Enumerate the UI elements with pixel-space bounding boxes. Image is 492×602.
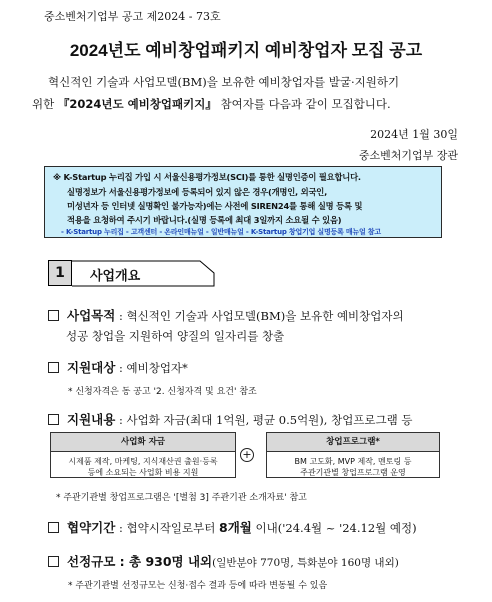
notice-line: 실명정보가 서울신용평가정보에 등록되어 있지 않은 경우(개명인, 외국인, xyxy=(67,187,328,197)
section-number: 1 xyxy=(48,260,72,286)
notice-line: ※ K-Startup 누리집 가입 시 서울신용평가정보(SCI)를 통한 실명인증이 필요합니다. xyxy=(53,172,361,182)
document-number: 중소벤처기업부 공고 제2024 - 73호 xyxy=(44,10,221,23)
item-purpose xyxy=(48,306,404,324)
section-title: 사업개요 xyxy=(90,269,141,284)
item-text: : 협약시작일로부터 xyxy=(115,521,220,535)
target-note: * 신청자격은 동 공고 '2. 신청자격 및 요건' 참조 xyxy=(68,387,257,397)
program-table-header: 창업프로그램* xyxy=(267,433,439,452)
item-heading: 사업목적 xyxy=(67,308,116,323)
intro-line-2 xyxy=(32,96,391,112)
item-scale xyxy=(48,552,399,570)
notice-manual-link[interactable]: - K-Startup 누리집 - 고객센터 - 온라인매뉴얼 - 일반매뉴얼 - K-Startup 창업기업 실명등록 매뉴얼 참고 xyxy=(61,228,381,236)
item-purpose-line2: 성공 창업을 지원하여 양질의 일자리를 창출 xyxy=(66,329,285,343)
item-text: : 사업화 자금(최대 1억원, 평균 0.5억원), 창업프로그램 등 xyxy=(115,413,413,427)
program-table xyxy=(266,432,440,478)
item-text: : 혁신적인 기술과 사업모델(BM)을 보유한 예비창업자의 xyxy=(115,309,404,323)
item-text-bold: 8개월 xyxy=(219,520,252,535)
scale-note: * 주관기관별 선정규모는 신청·접수 결과 등에 따라 변동될 수 있음 xyxy=(68,581,328,591)
checkbox-icon xyxy=(48,556,59,567)
intro-pre: 위한 xyxy=(32,97,58,111)
notice-line: 적용을 요청하여 주시기 바랍니다.(실명 등록에 최대 3일까지 소요될 수 있음) xyxy=(67,215,342,225)
funding-table xyxy=(50,432,236,478)
notice-line: 미성년자 등 인터넷 실명확인 불가능자)에는 사전에 SIREN24를 통해 실명 등록 및 xyxy=(67,201,363,211)
notice-box xyxy=(44,166,442,238)
item-content xyxy=(48,410,413,428)
item-text: : 예비창업자* xyxy=(115,361,188,375)
item-heading: 선정규모 xyxy=(67,554,116,569)
funding-table-body: 시제품 제작, 마케팅, 지식재산권 출원·등록 등에 소요되는 사업화 비용 지원 xyxy=(68,457,218,477)
intro-line-1: 혁신적인 기술과 사업모델(BM)을 보유한 예비창업자를 발굴·지원하기 xyxy=(48,75,400,89)
program-table-body: BM 고도화, MVP 제작, 멘토링 등 주관기관별 창업프로그램 운영 xyxy=(294,457,412,477)
item-text: (일반분야 770명, 특화분야 160명 내외) xyxy=(212,557,399,569)
plus-icon: + xyxy=(240,448,254,462)
intro-post: 참여자를 다음과 같이 모집합니다. xyxy=(216,97,391,111)
content-note: * 주관기관별 창업프로그램은 '[별첨 3] 주관기관 소개자료' 참고 xyxy=(56,493,307,503)
item-target xyxy=(48,358,188,376)
item-text-bold: : 총 930명 내외 xyxy=(115,554,213,569)
item-heading: 지원대상 xyxy=(67,360,116,375)
funding-table-header: 사업화 자금 xyxy=(51,433,235,452)
announcement-date: 2024년 1월 30일 xyxy=(370,128,458,141)
item-heading: 협약기간 xyxy=(67,520,116,535)
issuing-organization: 중소벤처기업부 장관 xyxy=(358,149,458,162)
item-text: 이내('24.4월 ~ '24.12월 예정) xyxy=(251,521,417,535)
checkbox-icon xyxy=(48,362,59,373)
checkbox-icon xyxy=(48,310,59,321)
item-heading: 지원내용 xyxy=(67,412,116,427)
program-name: 『2024년도 예비창업패키지』 xyxy=(57,97,217,111)
page-title: 2024년도 예비창업패키지 예비창업자 모집 공고 xyxy=(69,41,423,60)
checkbox-icon xyxy=(48,414,59,425)
item-period xyxy=(48,518,417,536)
checkbox-icon xyxy=(48,522,59,533)
